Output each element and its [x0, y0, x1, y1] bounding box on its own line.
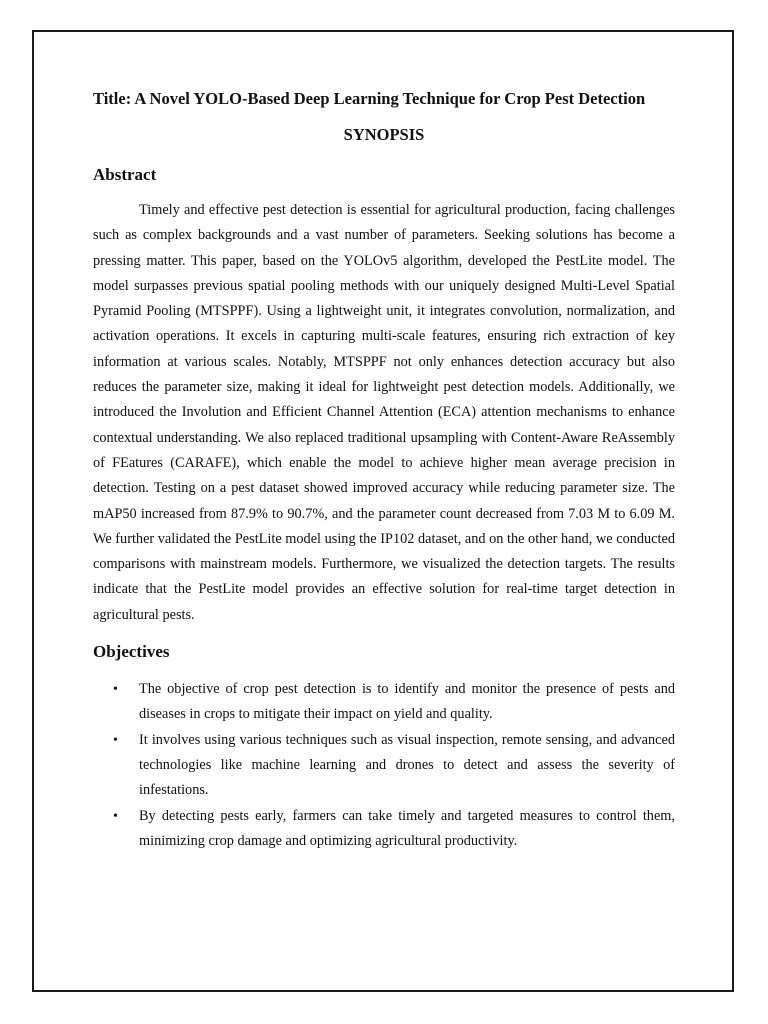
synopsis-heading: SYNOPSIS [343, 125, 425, 144]
objective-text: By detecting pests early, farmers can take timely and targeted measures to control them, minimizing crop damage and optimizing agricultural productivity. [139, 807, 675, 849]
bullet-icon: • [113, 682, 118, 698]
objective-text: The objective of crop pest detection is to identify and monitor the presence of pests and diseases in crops to mitigate their impact on yield and quality. [139, 681, 675, 723]
objectives-heading: Objectives [93, 642, 170, 662]
bullet-icon: • [113, 732, 118, 748]
objective-item [93, 677, 675, 728]
abstract-body: Timely and effective pest detection is essential for agricultural production, facing challenges such as complex backgrounds and a vast number of parameters. Seeking solutions has become a pressing matter. This paper, based on the YOLOv5 algorithm, developed the PestLite model. The model surpasses previous spatial pooling methods with our uniquely designed Multi-Level Spatial Pyramid Pooling (MTSPPF). Using a lightweight unit, it integrates convolution, normalization, and activation operations. It excels in capturing multi-scale features, ensuring rich extraction of key information at various scales. Notably, MTSPPF not only enhances detection accuracy but also reduces the parameter size, making it ideal for lightweight pest detection models. Additionally, we introduced the Involution and Efficient Channel Attention (ECA) attention mechanisms to enhance contextual understanding. We also replaced traditional upsampling with Content-Aware ReAssembly of FEatures (CARAFE), which enable the model to achieve higher mean average precision in detection. Testing on a pest dataset showed improved accuracy while reducing parameter size. The mAP50 increased from 87.9% to 90.7%, and the parameter count decreased from 7.03 M to 6.09 M. We further validated the PestLite model using the IP102 dataset, and on the other hand, we conducted comparisons with mainstream models. Furthermore, we visualized the detection targets. The results indicate that the PestLite model provides an effective solution for real-time target detection in agricultural pests. [93, 202, 675, 623]
abstract-heading: Abstract [93, 165, 157, 184]
bullet-icon: • [113, 808, 118, 824]
document-content [93, 84, 675, 854]
objective-text: It involves using various techniques such as visual inspection, remote sensing, and advanced technologies like machine learning and drones to detect and assess the severity of infestations. [139, 731, 675, 799]
objective-item [93, 804, 675, 855]
document-title: Title: A Novel YOLO-Based Deep Learning Technique for Crop Pest Detection [93, 89, 646, 108]
objectives-list [93, 677, 675, 854]
objective-item [93, 728, 675, 804]
